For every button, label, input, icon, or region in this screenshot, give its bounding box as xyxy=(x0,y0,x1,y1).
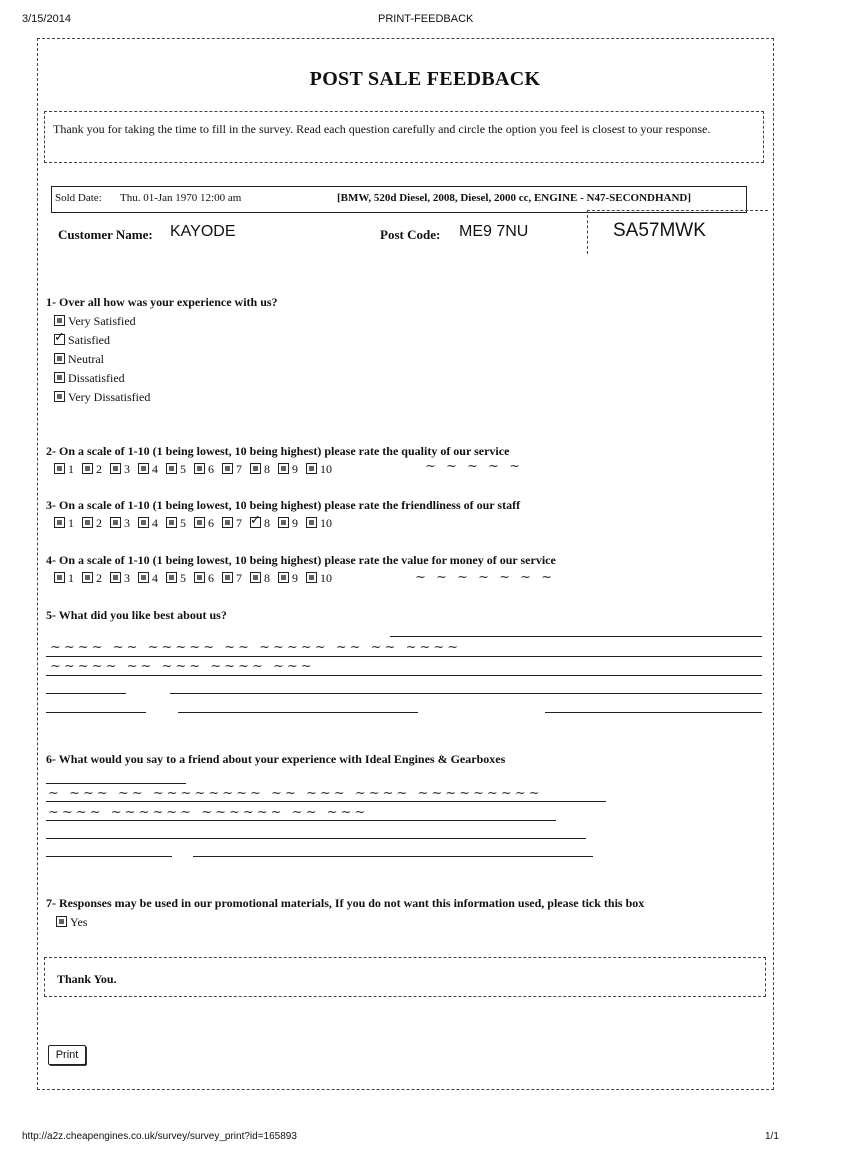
q4-scale-option[interactable] xyxy=(82,571,102,586)
scale-number: 7 xyxy=(236,571,242,585)
scale-number: 8 xyxy=(264,516,270,530)
checkbox[interactable] xyxy=(138,517,149,528)
question-1: 1- Over all how was your experience with us? xyxy=(46,295,278,309)
scale-number: 1 xyxy=(68,516,74,530)
checkbox[interactable] xyxy=(194,463,205,474)
answer-line xyxy=(170,693,762,694)
print-button[interactable]: Print xyxy=(48,1045,86,1065)
q4-scale-option[interactable] xyxy=(194,571,214,586)
scale-number: 8 xyxy=(264,462,270,476)
answer-line xyxy=(46,656,762,657)
q2-scale xyxy=(54,462,340,477)
form-title: POST SALE FEEDBACK xyxy=(309,68,541,90)
q1-option-label: Dissatisfied xyxy=(68,371,125,385)
scale-number: 7 xyxy=(236,462,242,476)
question-4: 4- On a scale of 1-10 (1 being lowest, 10 being highest) please rate the value for money of our service xyxy=(46,553,556,567)
scale-number: 9 xyxy=(292,516,298,530)
q4-scale-option[interactable] xyxy=(222,571,242,586)
checkbox[interactable] xyxy=(194,517,205,528)
checkbox[interactable] xyxy=(110,463,121,474)
q7-option-label: Yes xyxy=(70,915,88,929)
handwritten-note-q2: ~ ~ ~ ~ ~ xyxy=(425,459,523,474)
print-footer-page: 1/1 xyxy=(765,1131,779,1142)
q2-scale-option[interactable] xyxy=(82,462,102,477)
checkbox[interactable] xyxy=(306,572,317,583)
q1-option-label: Very Satisfied xyxy=(68,314,136,328)
sold-date-value: Thu. 01-Jan 1970 12:00 am xyxy=(120,192,242,204)
question-5: 5- What did you like best about us? xyxy=(46,608,227,622)
scale-number: 6 xyxy=(208,462,214,476)
print-header-title: PRINT-FEEDBACK xyxy=(378,13,474,25)
answer-line xyxy=(46,856,172,857)
answer-line xyxy=(46,675,762,676)
checkbox[interactable] xyxy=(278,572,289,583)
print-date: 3/15/2014 xyxy=(22,13,71,25)
question-6: 6- What would you say to a friend about your experience with Ideal Engines & Gearboxes xyxy=(46,752,506,766)
scale-number: 5 xyxy=(180,516,186,530)
checkbox[interactable] xyxy=(82,517,93,528)
q4-scale-option[interactable] xyxy=(278,571,298,586)
q7-option[interactable] xyxy=(56,915,87,931)
scale-number: 8 xyxy=(264,571,270,585)
print-footer-url: http://a2z.cheapengines.co.uk/survey/survey_print?id=165893 xyxy=(22,1131,297,1142)
scale-number: 3 xyxy=(124,462,130,476)
q1-option[interactable] xyxy=(54,333,110,349)
checkbox[interactable] xyxy=(166,572,177,583)
scale-number: 7 xyxy=(236,516,242,530)
q4-scale-option[interactable] xyxy=(306,571,332,586)
handwritten-answer-q5: ~~~~ ~~ ~~~~~ ~~ ~~~~~ ~~ ~~ ~~~~ xyxy=(50,640,462,655)
scale-number: 4 xyxy=(152,571,158,585)
q2-scale-option[interactable] xyxy=(54,462,74,477)
checkbox[interactable] xyxy=(166,463,177,474)
registration-value: SA57MWK xyxy=(613,220,706,241)
handwritten-answer-q5: ~~~~~ ~~ ~~~ ~~~~ ~~~ xyxy=(50,659,315,674)
q2-scale-option[interactable] xyxy=(194,462,214,477)
q2-scale-option[interactable] xyxy=(222,462,242,477)
scale-number: 4 xyxy=(152,462,158,476)
checkbox[interactable] xyxy=(54,463,65,474)
intro-text: Thank you for taking the time to fill in the survey. Read each question carefully and circle the option you feel is closest to your response. xyxy=(44,111,764,163)
checkbox[interactable] xyxy=(56,916,67,927)
thank-you-text: Thank You. xyxy=(57,972,117,986)
handwritten-answer-q6: ~~~~ ~~~~~~ ~~~~~~ ~~ ~~~ xyxy=(48,805,369,820)
checkbox[interactable] xyxy=(54,391,65,402)
answer-line xyxy=(193,856,593,857)
checkbox[interactable] xyxy=(250,572,261,583)
answer-line xyxy=(46,801,606,802)
registration-box xyxy=(587,210,768,254)
q4-scale-option[interactable] xyxy=(54,571,74,586)
scale-number: 2 xyxy=(96,571,102,585)
q4-scale xyxy=(54,571,340,586)
post-code-value: ME9 7NU xyxy=(459,223,529,240)
checkbox[interactable] xyxy=(278,517,289,528)
answer-line xyxy=(46,783,186,784)
answer-line xyxy=(390,636,762,637)
checkbox[interactable] xyxy=(54,572,65,583)
q2-scale-option[interactable] xyxy=(250,462,270,477)
q4-scale-option[interactable] xyxy=(110,571,130,586)
scale-number: 5 xyxy=(180,571,186,585)
checkbox[interactable] xyxy=(54,372,65,383)
q3-scale-option[interactable] xyxy=(278,516,298,531)
vehicle-details: [BMW, 520d Diesel, 2008, Diesel, 2000 cc, ENGINE - N47-SECONDHAND] xyxy=(337,192,692,204)
customer-name-label: Customer Name: xyxy=(58,227,153,242)
scale-number: 5 xyxy=(180,462,186,476)
q3-scale-option[interactable] xyxy=(82,516,102,531)
q3-scale-option[interactable] xyxy=(166,516,186,531)
q1-option-label: Very Dissatisfied xyxy=(68,390,151,404)
answer-line xyxy=(545,712,762,713)
checkbox[interactable] xyxy=(222,463,233,474)
scale-number: 9 xyxy=(292,462,298,476)
checkbox[interactable] xyxy=(82,572,93,583)
answer-line xyxy=(46,693,126,694)
checkbox[interactable] xyxy=(54,353,65,364)
q3-scale-option[interactable] xyxy=(138,516,158,531)
q3-scale xyxy=(54,516,340,531)
scale-number: 6 xyxy=(208,571,214,585)
checkbox[interactable] xyxy=(82,463,93,474)
checkbox[interactable] xyxy=(138,463,149,474)
q3-scale-option[interactable] xyxy=(306,516,332,531)
checkbox[interactable] xyxy=(54,334,65,345)
checkbox[interactable] xyxy=(194,572,205,583)
q2-scale-option[interactable] xyxy=(110,462,130,477)
checkbox[interactable] xyxy=(110,517,121,528)
checkbox[interactable] xyxy=(278,463,289,474)
q2-scale-option[interactable] xyxy=(306,462,332,477)
q3-scale-option[interactable] xyxy=(54,516,74,531)
scale-number: 9 xyxy=(292,571,298,585)
answer-line xyxy=(178,712,418,713)
answer-line xyxy=(46,820,556,821)
scale-number: 10 xyxy=(320,571,332,585)
q4-scale-option[interactable] xyxy=(250,571,270,586)
checkbox[interactable] xyxy=(222,572,233,583)
answer-line xyxy=(46,838,586,839)
q3-scale-option[interactable] xyxy=(110,516,130,531)
q2-scale-option[interactable] xyxy=(278,462,298,477)
scale-number: 2 xyxy=(96,462,102,476)
checkbox[interactable] xyxy=(138,572,149,583)
q3-scale-option[interactable] xyxy=(194,516,214,531)
checkbox[interactable] xyxy=(54,517,65,528)
q1-option[interactable] xyxy=(54,371,125,387)
checkbox[interactable] xyxy=(54,315,65,326)
q3-scale-option[interactable] xyxy=(250,516,270,531)
sold-date-label: Sold Date: xyxy=(55,192,102,204)
customer-name-value: KAYODE xyxy=(170,223,236,240)
q1-option[interactable] xyxy=(54,390,150,406)
checkbox[interactable] xyxy=(306,517,317,528)
scale-number: 4 xyxy=(152,516,158,530)
scale-number: 1 xyxy=(68,462,74,476)
answer-line xyxy=(46,712,146,713)
q4-scale-option[interactable] xyxy=(138,571,158,586)
checkbox[interactable] xyxy=(250,463,261,474)
q1-option-label: Neutral xyxy=(68,352,104,366)
handwritten-note-q4: ~ ~ ~ ~ ~ ~ ~ xyxy=(415,570,556,585)
checkbox[interactable] xyxy=(166,517,177,528)
scale-number: 1 xyxy=(68,571,74,585)
scale-number: 10 xyxy=(320,462,332,476)
scale-number: 10 xyxy=(320,516,332,530)
scale-number: 6 xyxy=(208,516,214,530)
question-3: 3- On a scale of 1-10 (1 being lowest, 10 being highest) please rate the friendliness of our staff xyxy=(46,498,521,512)
q3-scale-option[interactable] xyxy=(222,516,242,531)
question-7: 7- Responses may be used in our promotional materials, If you do not want this information used, please tick this box xyxy=(46,896,645,910)
handwritten-answer-q6: ~ ~~~ ~~ ~~~~~~~~ ~~ ~~~ ~~~~ ~~~~~~~~~ xyxy=(48,786,543,801)
q1-option-label: Satisfied xyxy=(68,333,110,347)
scale-number: 3 xyxy=(124,571,130,585)
checkbox[interactable] xyxy=(306,463,317,474)
checkbox[interactable] xyxy=(222,517,233,528)
question-2: 2- On a scale of 1-10 (1 being lowest, 10 being highest) please rate the quality of our service xyxy=(46,444,510,458)
scale-number: 2 xyxy=(96,516,102,530)
post-code-label: Post Code: xyxy=(380,227,441,242)
q4-scale-option[interactable] xyxy=(166,571,186,586)
q2-scale-option[interactable] xyxy=(138,462,158,477)
q2-scale-option[interactable] xyxy=(166,462,186,477)
checkbox[interactable] xyxy=(250,517,261,528)
q1-option[interactable] xyxy=(54,314,136,330)
thank-you-box xyxy=(44,957,766,997)
sale-info-box xyxy=(51,186,747,213)
scale-number: 3 xyxy=(124,516,130,530)
checkbox[interactable] xyxy=(110,572,121,583)
q1-option[interactable] xyxy=(54,352,104,368)
